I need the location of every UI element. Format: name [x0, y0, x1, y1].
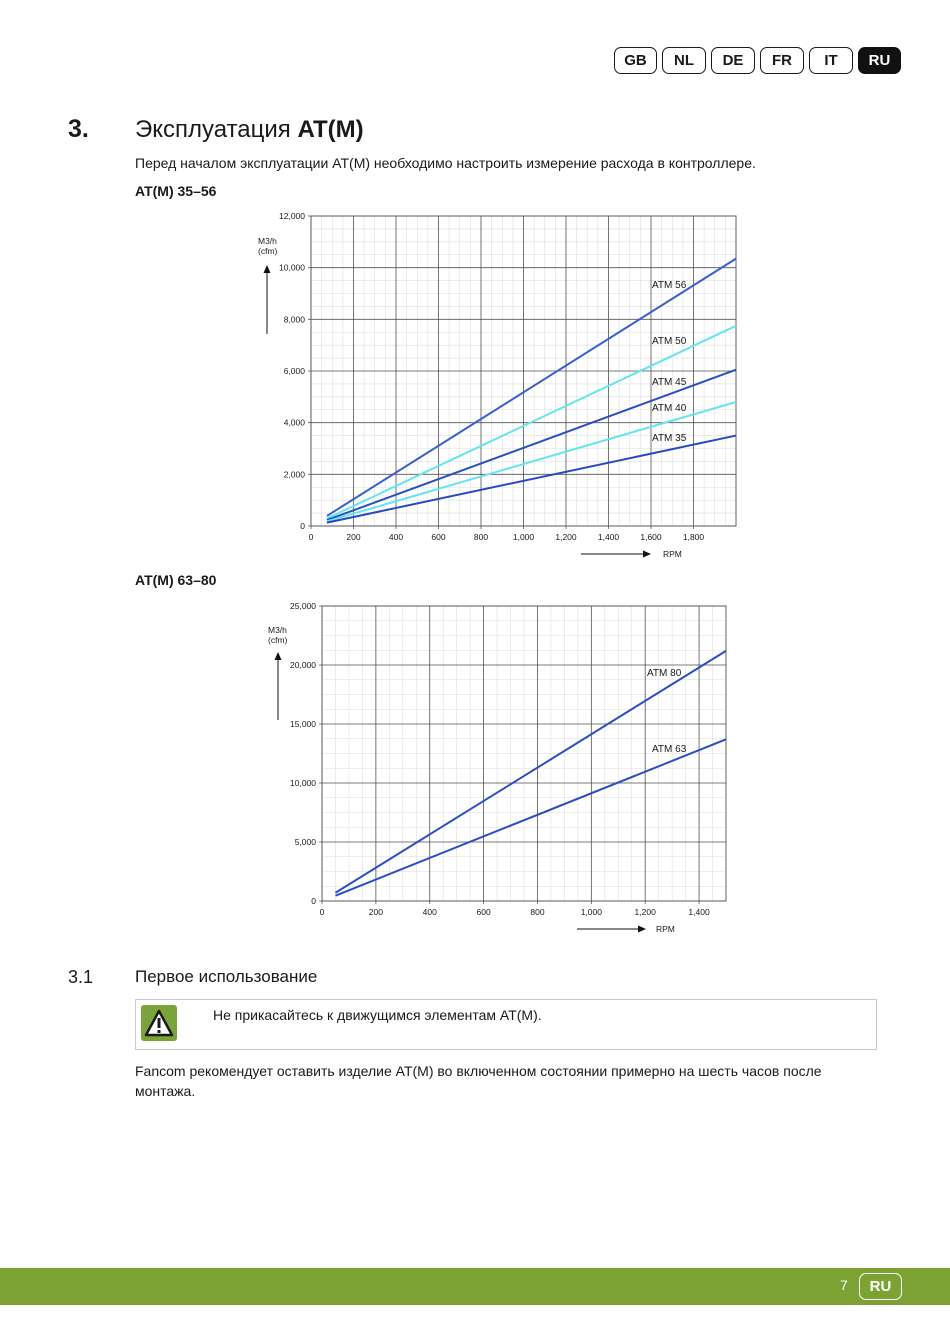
x-axis-label: RPM — [663, 549, 682, 559]
y-tick-label: 4,000 — [283, 417, 305, 428]
section-title-bold: AT(M) — [297, 116, 364, 143]
x-tick-label: 0 — [308, 532, 314, 542]
x-tick-label: 0 — [319, 907, 325, 917]
intro-text: Перед началом эксплуатации AT(M) необходимо настроить измерение расхода в контроллере. — [135, 155, 756, 171]
x-tick-label: 1,200 — [555, 532, 577, 542]
x-tick-label: 200 — [346, 532, 361, 542]
x-tick-label: 1,600 — [640, 532, 662, 542]
y-tick-label: 20,000 — [290, 660, 316, 670]
series-label: ATM 40 — [652, 403, 687, 414]
warning-icon — [141, 1005, 177, 1041]
y-tick-label: 5,000 — [294, 837, 316, 847]
y-axis-label: M3/h (cfm) — [268, 625, 288, 645]
x-tick-label: 1,400 — [688, 907, 710, 917]
y-tick-label: 15,000 — [290, 719, 316, 729]
x-tick-label: 800 — [473, 532, 489, 542]
chart-1-label: AT(M) 35–56 — [135, 183, 217, 199]
y-tick-label: 0 — [300, 521, 305, 531]
x-tick-label: 1,000 — [512, 532, 535, 542]
lang-tab-nl[interactable]: NL — [662, 47, 706, 74]
series-label: ATM 50 — [652, 336, 687, 347]
x-tick-label: 600 — [476, 907, 491, 917]
y-tick-label: 0 — [311, 896, 316, 906]
x-tick-label: 800 — [530, 907, 545, 917]
x-tick-label: 200 — [368, 907, 383, 917]
y-tick-label: 12,000 — [279, 211, 305, 221]
series-label: ATM 56 — [652, 280, 687, 291]
x-axis-arrowhead — [638, 926, 646, 933]
body-paragraph: Fancom рекомендует оставить изделие AT(M) во включенном состоянии примерно на шесть часов после монтажа. — [135, 1063, 822, 1099]
series-label: ATM 35 — [652, 433, 687, 444]
lang-tab-gb[interactable]: GB — [614, 47, 657, 74]
warning-text: Не прикасайтесь к движущимся элементам AT(M). — [213, 1007, 542, 1023]
series-line-atm-63 — [335, 739, 726, 895]
x-tick-label: 400 — [388, 532, 404, 542]
lang-tab-de[interactable]: DE — [711, 47, 755, 74]
x-tick-label: 1,000 — [580, 907, 602, 917]
footer-bar — [0, 1268, 950, 1305]
x-axis-label: RPM — [656, 924, 675, 934]
series-label: ATM 80 — [647, 668, 682, 679]
x-tick-label: 1,800 — [682, 532, 705, 542]
section-title-prefix: Эксплуатация — [135, 116, 298, 143]
x-tick-label: 1,400 — [597, 532, 620, 542]
x-tick-label: 600 — [431, 532, 446, 542]
y-axis-label: M3/h (cfm) — [258, 236, 278, 256]
lang-tab-it[interactable]: IT — [809, 47, 853, 74]
chart-2-label: AT(M) 63–80 — [135, 572, 217, 588]
y-tick-label: 10,000 — [290, 778, 316, 788]
series-label: ATM 45 — [652, 377, 687, 388]
lang-tab-fr[interactable]: FR — [760, 47, 804, 74]
subsection-number: 3.1 — [68, 967, 94, 987]
series-label: ATM 63 — [652, 744, 687, 755]
lang-tab-ru[interactable]: RU — [858, 47, 901, 74]
page-number: 7 — [840, 1277, 848, 1293]
y-tick-label: 8,000 — [283, 314, 305, 325]
x-tick-label: 1,200 — [634, 907, 656, 917]
x-tick-label: 400 — [422, 907, 437, 917]
y-tick-label: 2,000 — [283, 469, 305, 480]
subsection-title: Первое использование — [135, 967, 318, 986]
footer-lang-tab[interactable]: RU — [859, 1273, 902, 1300]
y-tick-label: 25,000 — [290, 601, 316, 611]
y-tick-label: 10,000 — [279, 262, 305, 273]
y-axis-arrowhead — [275, 652, 282, 660]
warning-box — [135, 999, 877, 1050]
section-number: 3. — [68, 115, 89, 143]
y-tick-label: 6,000 — [283, 366, 305, 376]
